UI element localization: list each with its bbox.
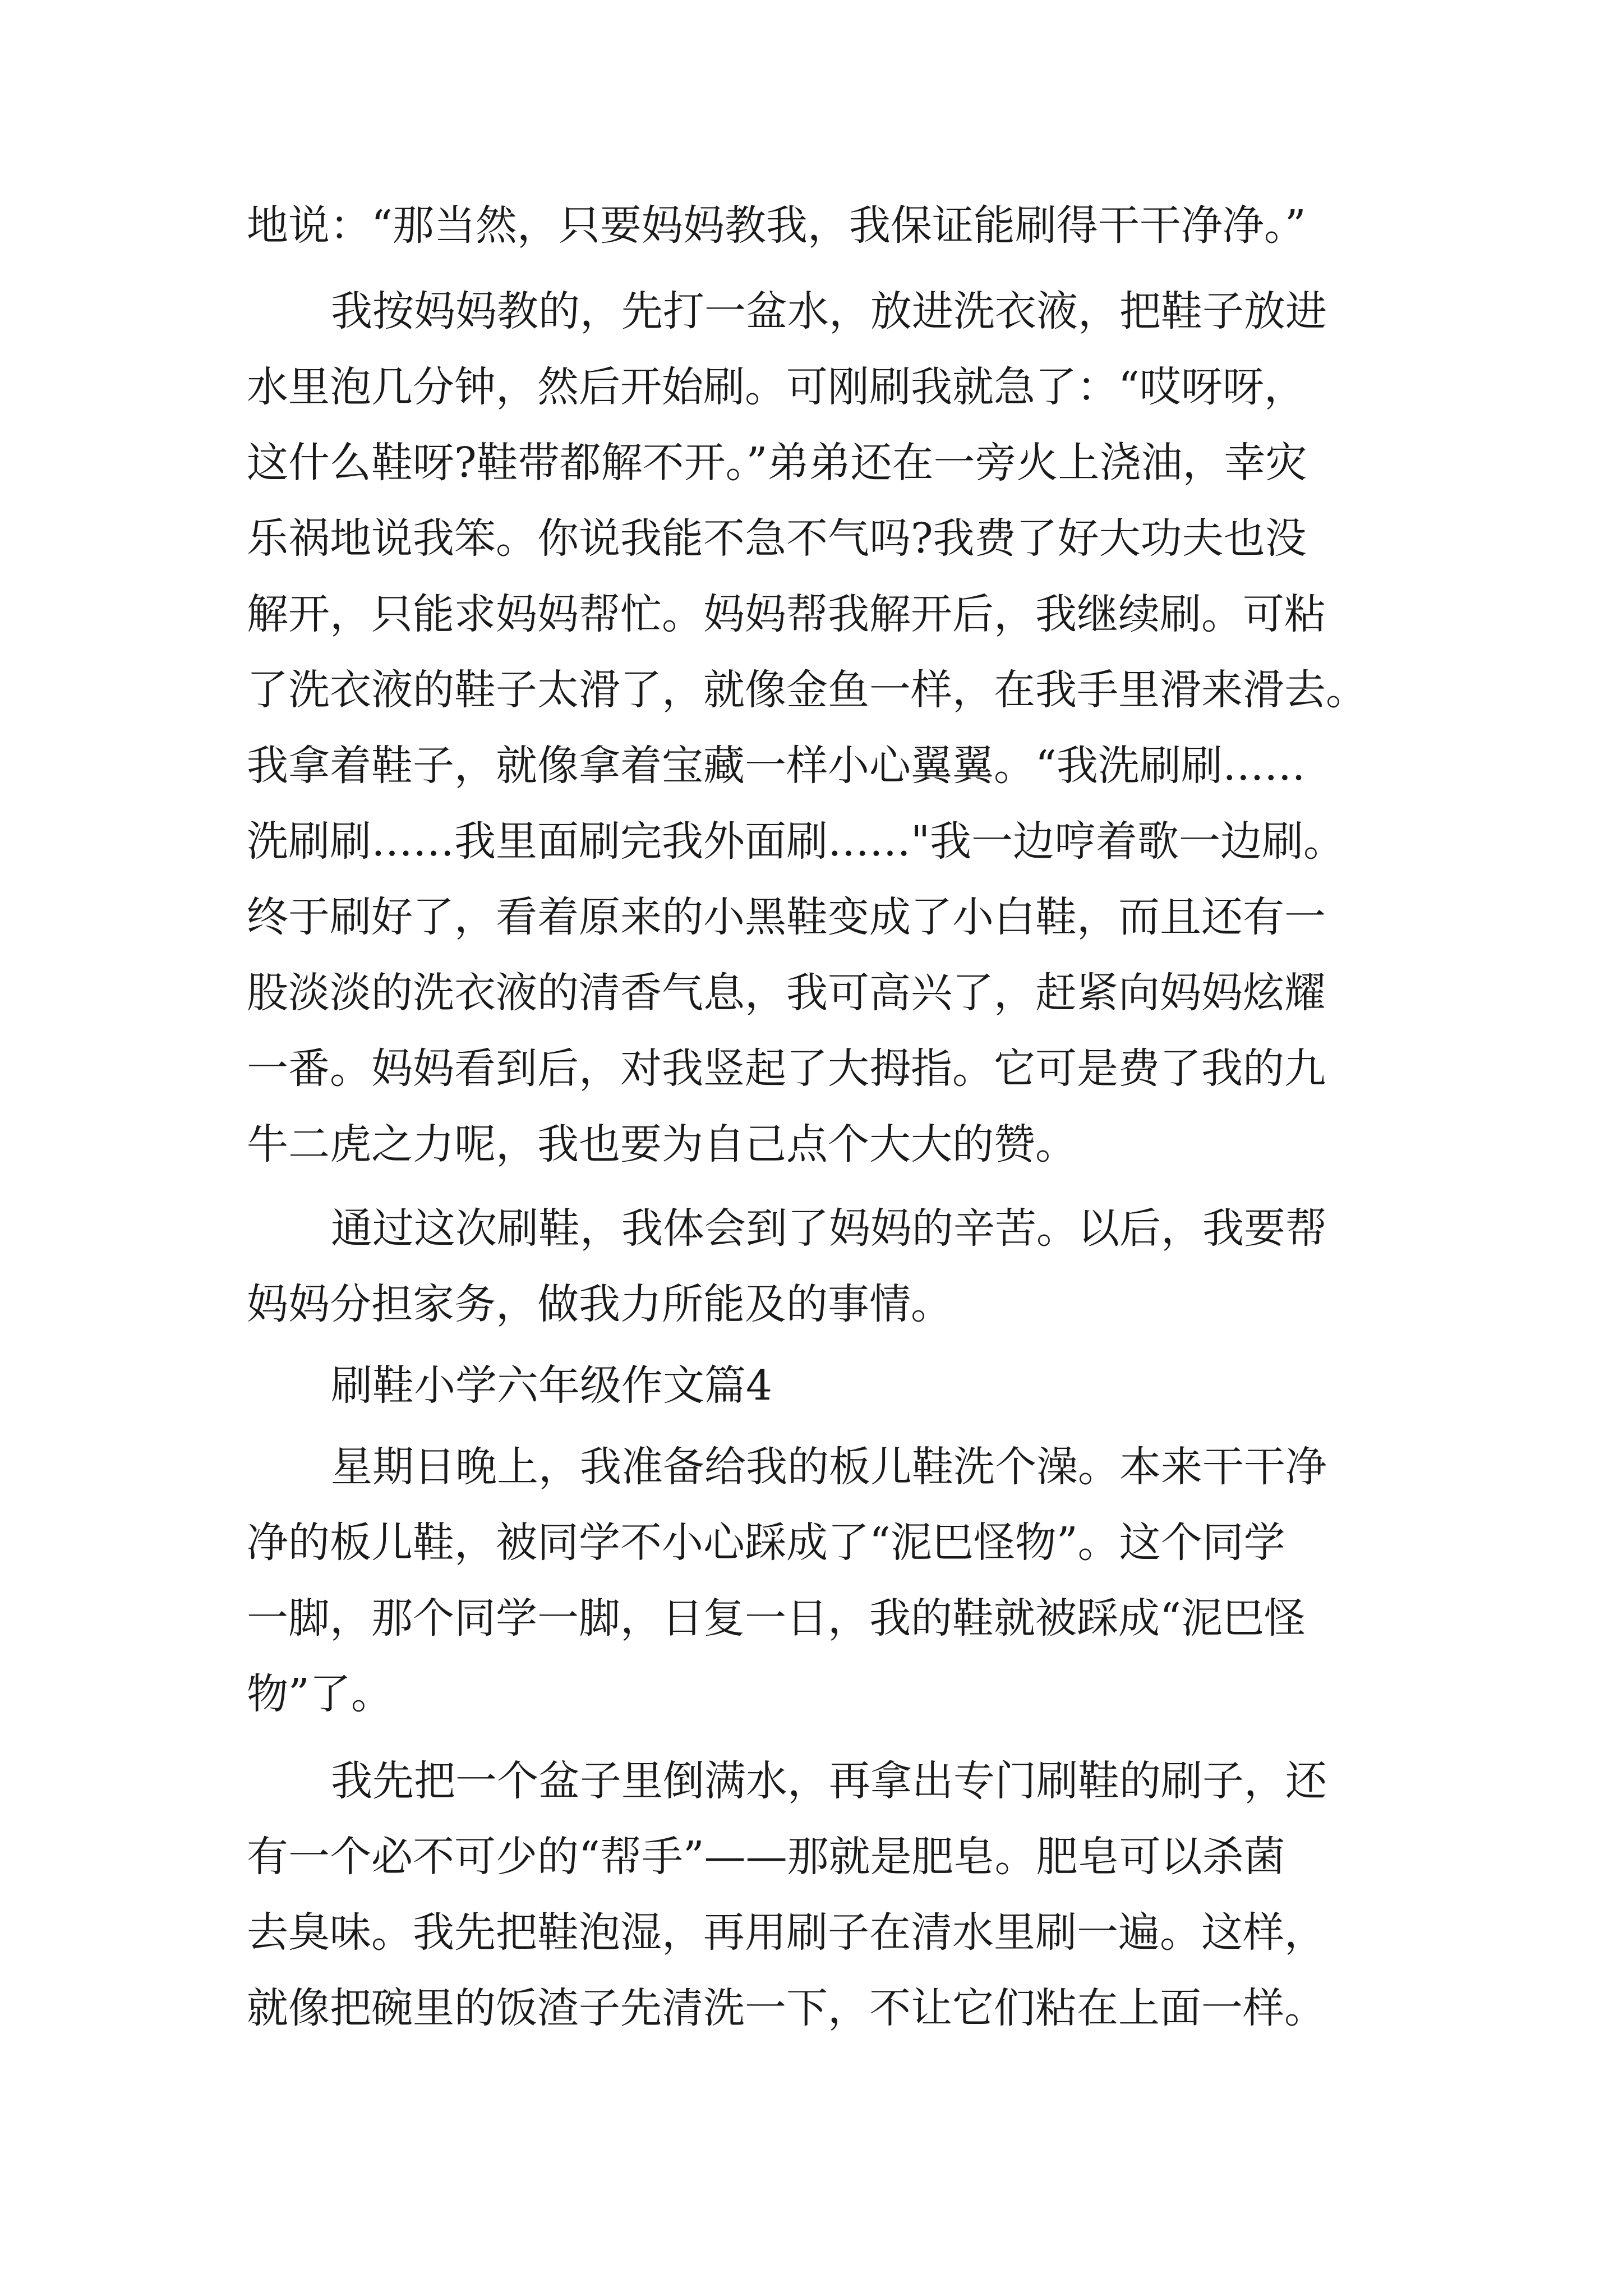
- text-line: 一脚，那个同学一脚，日复一日，我的鞋就被踩成“泥巴怪: [247, 1594, 1306, 1642]
- section-heading: 刷鞋小学六年级作文篇4: [331, 1361, 773, 1410]
- text-line: 去臭味。我先把鞋泡湿，再用刷子在清水里刷一遍。这样，: [247, 1908, 1326, 1957]
- text-line: 物”了。: [247, 1670, 393, 1718]
- text-line: 了洗衣液的鞋子太滑了，就像金鱼一样，在我手里滑来滑去。: [247, 666, 1367, 714]
- text-line: 我拿着鞋子，就像拿着宝藏一样小心翼翼。“我洗刷刷……: [247, 742, 1306, 790]
- text-line: 我先把一个盆子里倒满水，再拿出专门刷鞋的刷子，还: [331, 1757, 1327, 1805]
- text-line: 乐祸地说我笨。你说我能不急不气吗?我费了好大功夫也没: [247, 514, 1307, 563]
- text-line: 地说：“那当然，只要妈妈教我，我保证能刷得干干净净。”: [247, 201, 1306, 250]
- text-line: 终于刷好了，看着原来的小黑鞋变成了小白鞋，而且还有一: [247, 893, 1326, 941]
- text-line: 这什么鞋呀?鞋带都解不开。”弟弟还在一旁火上浇油，幸灾: [247, 439, 1307, 487]
- text-line: 妈妈分担家务，做我力所能及的事情。: [247, 1280, 952, 1328]
- text-line: 我按妈妈教的，先打一盆水，放进洗衣液，把鞋子放进: [331, 287, 1327, 335]
- text-line: 就像把碗里的饭渣子先清洗一下，不让它们粘在上面一样。: [247, 1984, 1326, 2032]
- text-line: 净的板儿鞋，被同学不小心踩成了“泥巴怪物”。这个同学: [247, 1519, 1285, 1567]
- text-line: 一番。妈妈看到后，对我竖起了大拇指。它可是费了我的九: [247, 1045, 1326, 1093]
- text-line: 星期日晚上，我准备给我的板儿鞋洗个澡。本来干干净: [331, 1443, 1327, 1491]
- text-line: 股淡淡的洗衣液的清香气息，我可高兴了，赶紧向妈妈炫耀: [247, 969, 1326, 1017]
- text-line: 通过这次刷鞋，我体会到了妈妈的辛苦。以后，我要帮: [331, 1204, 1327, 1253]
- text-line: 牛二虎之力呢，我也要为自己点个大大的赞。: [247, 1120, 1077, 1168]
- text-line: 解开，只能求妈妈帮忙。妈妈帮我解开后，我继续刷。可粘: [247, 590, 1326, 638]
- text-line: 有一个必不可少的“帮手”——那就是肥皂。肥皂可以杀菌: [247, 1833, 1285, 1881]
- text-line: 洗刷刷……我里面刷完我外面刷……"我一边哼着歌一边刷。: [247, 817, 1345, 866]
- text-line: 水里泡几分钟，然后开始刷。可刚刷我就急了：“哎呀呀，: [247, 363, 1306, 411]
